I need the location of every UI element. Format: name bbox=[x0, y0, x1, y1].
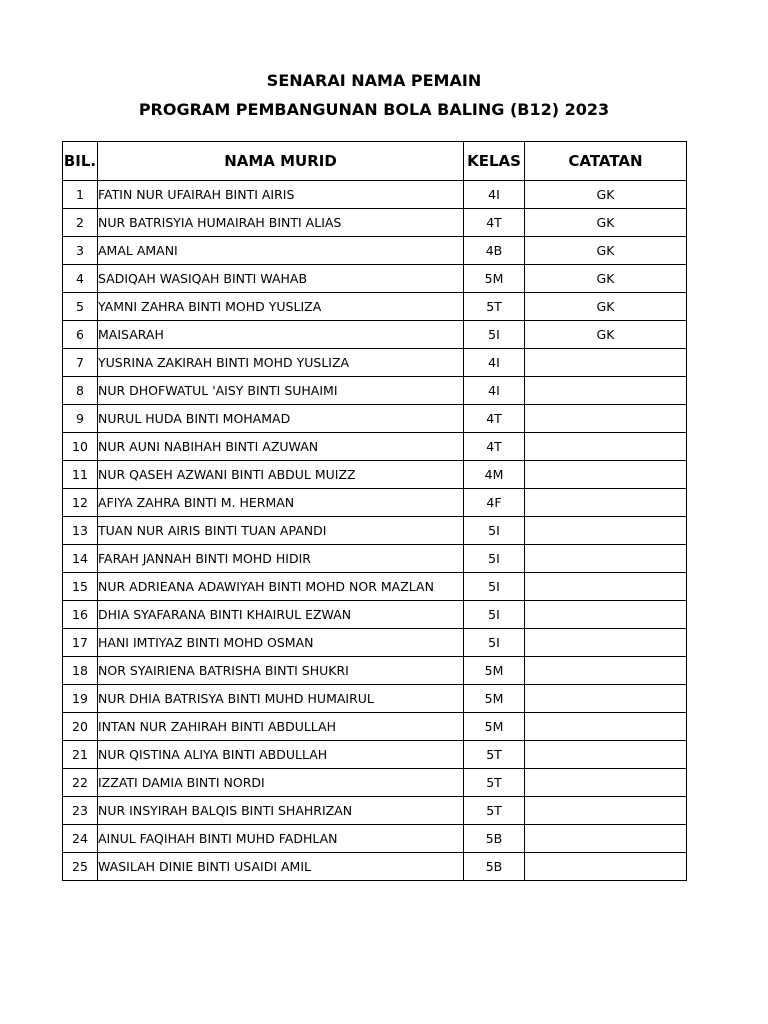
class-cell: 5M bbox=[464, 657, 525, 685]
table-row bbox=[63, 517, 687, 545]
notes-cell bbox=[525, 433, 687, 461]
student-name-cell: YUSRINA ZAKIRAH BINTI MOHD YUSLIZA bbox=[98, 349, 464, 377]
table-row bbox=[63, 181, 687, 209]
table-row bbox=[63, 853, 687, 881]
row-number-cell: 9 bbox=[63, 405, 98, 433]
table-row bbox=[63, 489, 687, 517]
header-bil: BIL. bbox=[63, 142, 98, 181]
notes-cell bbox=[525, 573, 687, 601]
notes-cell bbox=[525, 769, 687, 797]
class-cell: 4I bbox=[464, 181, 525, 209]
class-cell: 5I bbox=[464, 321, 525, 349]
row-number-cell: 23 bbox=[63, 797, 98, 825]
student-name-cell: NUR QASEH AZWANI BINTI ABDUL MUIZZ bbox=[98, 461, 464, 489]
table-row bbox=[63, 237, 687, 265]
table-row bbox=[63, 797, 687, 825]
class-cell: 4F bbox=[464, 489, 525, 517]
student-name-cell: NOR SYAIRIENA BATRISHA BINTI SHUKRI bbox=[98, 657, 464, 685]
row-number-cell: 16 bbox=[63, 601, 98, 629]
class-cell: 5I bbox=[464, 601, 525, 629]
student-name-cell: MAISARAH bbox=[98, 321, 464, 349]
class-cell: 5T bbox=[464, 293, 525, 321]
class-cell: 4B bbox=[464, 237, 525, 265]
notes-cell bbox=[525, 489, 687, 517]
table-row bbox=[63, 461, 687, 489]
student-name-cell: YAMNI ZAHRA BINTI MOHD YUSLIZA bbox=[98, 293, 464, 321]
row-number-cell: 21 bbox=[63, 741, 98, 769]
student-name-cell: NUR QISTINA ALIYA BINTI ABDULLAH bbox=[98, 741, 464, 769]
student-name-cell: IZZATI DAMIA BINTI NORDI bbox=[98, 769, 464, 797]
notes-cell: GK bbox=[525, 209, 687, 237]
student-name-cell: INTAN NUR ZAHIRAH BINTI ABDULLAH bbox=[98, 713, 464, 741]
class-cell: 5M bbox=[464, 713, 525, 741]
table-row bbox=[63, 405, 687, 433]
row-number-cell: 2 bbox=[63, 209, 98, 237]
student-name-cell: NUR INSYIRAH BALQIS BINTI SHAHRIZAN bbox=[98, 797, 464, 825]
table-row bbox=[63, 825, 687, 853]
row-number-cell: 11 bbox=[63, 461, 98, 489]
table-row bbox=[63, 629, 687, 657]
student-name-cell: FARAH JANNAH BINTI MOHD HIDIR bbox=[98, 545, 464, 573]
table-row bbox=[63, 573, 687, 601]
row-number-cell: 4 bbox=[63, 265, 98, 293]
student-name-cell: NUR BATRISYIA HUMAIRAH BINTI ALIAS bbox=[98, 209, 464, 237]
student-name-cell: WASILAH DINIE BINTI USAIDI AMIL bbox=[98, 853, 464, 881]
table-row bbox=[63, 657, 687, 685]
row-number-cell: 8 bbox=[63, 377, 98, 405]
notes-cell bbox=[525, 349, 687, 377]
student-name-cell: SADIQAH WASIQAH BINTI WAHAB bbox=[98, 265, 464, 293]
notes-cell bbox=[525, 377, 687, 405]
class-cell: 4T bbox=[464, 405, 525, 433]
notes-cell: GK bbox=[525, 293, 687, 321]
class-cell: 5T bbox=[464, 741, 525, 769]
row-number-cell: 14 bbox=[63, 545, 98, 573]
notes-cell bbox=[525, 405, 687, 433]
player-roster-table bbox=[62, 141, 687, 881]
table-header-row bbox=[63, 142, 687, 181]
table-row bbox=[63, 601, 687, 629]
class-cell: 4I bbox=[464, 349, 525, 377]
student-name-cell: NURUL HUDA BINTI MOHAMAD bbox=[98, 405, 464, 433]
class-cell: 5I bbox=[464, 545, 525, 573]
class-cell: 4M bbox=[464, 461, 525, 489]
table-row bbox=[63, 433, 687, 461]
table-row bbox=[63, 769, 687, 797]
class-cell: 4T bbox=[464, 433, 525, 461]
row-number-cell: 24 bbox=[63, 825, 98, 853]
row-number-cell: 15 bbox=[63, 573, 98, 601]
class-cell: 5M bbox=[464, 265, 525, 293]
row-number-cell: 12 bbox=[63, 489, 98, 517]
student-name-cell: AFIYA ZAHRA BINTI M. HERMAN bbox=[98, 489, 464, 517]
table-row bbox=[63, 685, 687, 713]
notes-cell bbox=[525, 797, 687, 825]
header-kelas: KELAS bbox=[464, 142, 525, 181]
student-name-cell: FATIN NUR UFAIRAH BINTI AIRIS bbox=[98, 181, 464, 209]
class-cell: 4T bbox=[464, 209, 525, 237]
row-number-cell: 7 bbox=[63, 349, 98, 377]
row-number-cell: 10 bbox=[63, 433, 98, 461]
table-row bbox=[63, 545, 687, 573]
student-name-cell: NUR ADRIEANA ADAWIYAH BINTI MOHD NOR MAZLAN bbox=[98, 573, 464, 601]
class-cell: 5T bbox=[464, 769, 525, 797]
table-row bbox=[63, 265, 687, 293]
class-cell: 5I bbox=[464, 573, 525, 601]
student-name-cell: HANI IMTIYAZ BINTI MOHD OSMAN bbox=[98, 629, 464, 657]
notes-cell bbox=[525, 685, 687, 713]
class-cell: 5T bbox=[464, 797, 525, 825]
student-name-cell: NUR DHOFWATUL 'AISY BINTI SUHAIMI bbox=[98, 377, 464, 405]
notes-cell bbox=[525, 713, 687, 741]
class-cell: 5I bbox=[464, 517, 525, 545]
row-number-cell: 5 bbox=[63, 293, 98, 321]
student-name-cell: NUR DHIA BATRISYA BINTI MUHD HUMAIRUL bbox=[98, 685, 464, 713]
row-number-cell: 1 bbox=[63, 181, 98, 209]
notes-cell bbox=[525, 461, 687, 489]
row-number-cell: 13 bbox=[63, 517, 98, 545]
document-title: SENARAI NAMA PEMAIN bbox=[266, 71, 482, 90]
table-row bbox=[63, 349, 687, 377]
student-name-cell: DHIA SYAFARANA BINTI KHAIRUL EZWAN bbox=[98, 601, 464, 629]
notes-cell bbox=[525, 601, 687, 629]
notes-cell bbox=[525, 545, 687, 573]
student-name-cell: AINUL FAQIHAH BINTI MUHD FADHLAN bbox=[98, 825, 464, 853]
table-row bbox=[63, 293, 687, 321]
row-number-cell: 22 bbox=[63, 769, 98, 797]
student-name-cell: TUAN NUR AIRIS BINTI TUAN APANDI bbox=[98, 517, 464, 545]
table-row bbox=[63, 209, 687, 237]
class-cell: 5M bbox=[464, 685, 525, 713]
table-row bbox=[63, 321, 687, 349]
row-number-cell: 3 bbox=[63, 237, 98, 265]
table-body bbox=[63, 181, 687, 881]
document-subtitle: PROGRAM PEMBANGUNAN BOLA BALING (B12) 2023 bbox=[138, 100, 610, 119]
class-cell: 4I bbox=[464, 377, 525, 405]
document-header bbox=[0, 66, 748, 124]
notes-cell bbox=[525, 657, 687, 685]
table-row bbox=[63, 713, 687, 741]
student-name-cell: AMAL AMANI bbox=[98, 237, 464, 265]
notes-cell bbox=[525, 853, 687, 881]
row-number-cell: 17 bbox=[63, 629, 98, 657]
notes-cell: GK bbox=[525, 321, 687, 349]
class-cell: 5B bbox=[464, 825, 525, 853]
notes-cell: GK bbox=[525, 265, 687, 293]
notes-cell: GK bbox=[525, 181, 687, 209]
student-name-cell: NUR AUNI NABIHAH BINTI AZUWAN bbox=[98, 433, 464, 461]
row-number-cell: 20 bbox=[63, 713, 98, 741]
header-catatan: CATATAN bbox=[525, 142, 687, 181]
row-number-cell: 19 bbox=[63, 685, 98, 713]
notes-cell bbox=[525, 741, 687, 769]
notes-cell: GK bbox=[525, 237, 687, 265]
row-number-cell: 18 bbox=[63, 657, 98, 685]
class-cell: 5B bbox=[464, 853, 525, 881]
class-cell: 5I bbox=[464, 629, 525, 657]
notes-cell bbox=[525, 517, 687, 545]
table-row bbox=[63, 377, 687, 405]
notes-cell bbox=[525, 629, 687, 657]
row-number-cell: 6 bbox=[63, 321, 98, 349]
row-number-cell: 25 bbox=[63, 853, 98, 881]
header-nama-murid: NAMA MURID bbox=[98, 142, 464, 181]
table-row bbox=[63, 741, 687, 769]
notes-cell bbox=[525, 825, 687, 853]
